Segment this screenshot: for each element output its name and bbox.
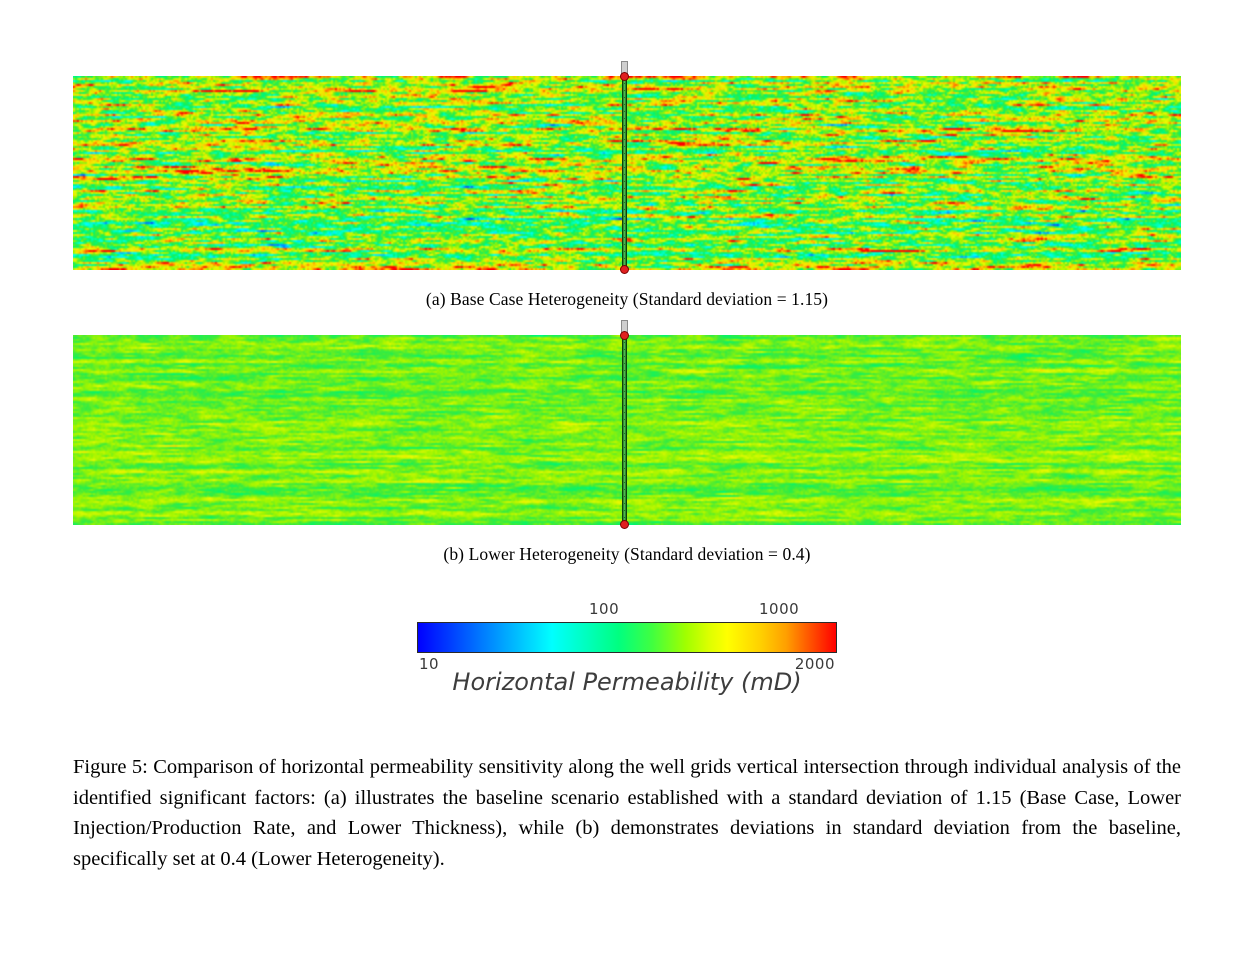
well-stem	[622, 76, 627, 270]
colorbar-title: Horizontal Permeability (mD)	[452, 668, 802, 696]
well-bottom-marker-icon	[620, 265, 629, 274]
well-stem	[622, 335, 627, 525]
subcaption-panel-a: (a) Base Case Heterogeneity (Standard deviation = 1.15)	[425, 289, 829, 309]
figure-caption-text: Comparison of horizontal permeability sensitivity along the well grids vertical intersection through individual analysis of the identified significant factors: (a) illustrates the baseline scenario established with a standard deviation of 1.15 (Base Case, Lower Injection/Production Rate, and Lower Thickness), while (b) demonstrates deviations in standard deviation from the baseline, specifically set at 0.4 (Lower Heterogeneity).	[73, 756, 1182, 870]
colorbar-top-ticks	[417, 600, 837, 622]
well-track-lower-heterogeneity	[619, 335, 630, 525]
colorbar-tick-100: 100	[589, 600, 620, 618]
figure-caption	[73, 752, 1181, 874]
well-top-marker-icon	[620, 331, 629, 340]
well-track-base-case	[619, 76, 630, 270]
well-bottom-marker-icon	[620, 520, 629, 529]
figure-caption-label: Figure 5:	[73, 756, 148, 778]
subcaption-panel-b: (b) Lower Heterogeneity (Standard deviation = 0.4)	[443, 544, 811, 564]
colorbar-tick-min: 10	[419, 655, 440, 673]
colorbar-tick-max: 2000	[794, 655, 835, 673]
colorbar-tick-1000: 1000	[759, 600, 800, 618]
well-top-marker-icon	[620, 72, 629, 81]
colorbar	[417, 600, 837, 677]
colorbar-gradient	[417, 622, 837, 653]
